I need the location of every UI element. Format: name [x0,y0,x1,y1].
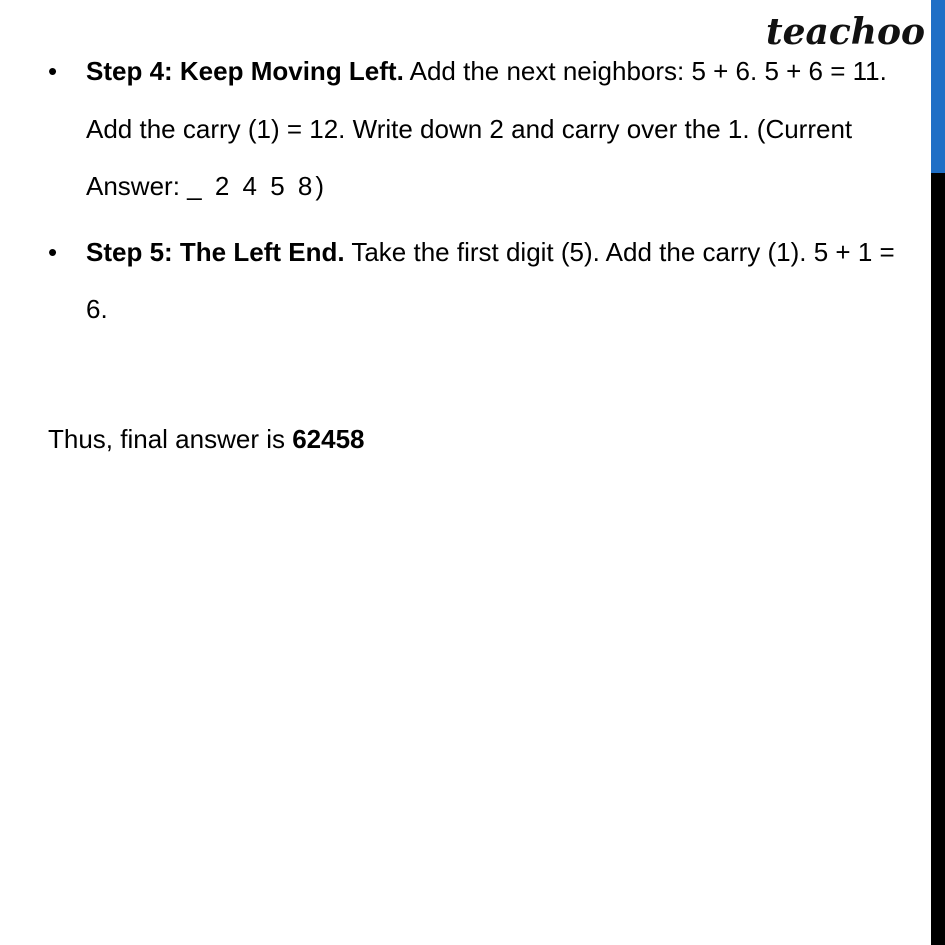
step-5-item [0,224,916,339]
teachoo-logo: teachoo [766,11,925,53]
sidebar-accent [931,0,945,173]
step-5-body: Take the first digit (5). Add the carry (1). 5 + 1 = 6. [86,236,895,324]
slide-content [0,43,915,347]
step-4-body: Add the next neighbors: 5 + 6. 5 + 6 = 11. Add the carry (1) = 12. Write down 2 and carry over the 1. (Current Answer: [86,56,887,201]
bullet-icon: • [48,236,58,267]
step-5-heading: Step 5: The Left End. [86,236,345,267]
final-answer: 62458 [292,424,365,454]
step-4-item [0,43,916,216]
steps-list [0,43,915,339]
step-4-heading: Step 4: Keep Moving Left. [86,56,404,86]
bullet-icon: • [48,56,58,86]
step-4-current-answer: _ 2 4 5 8 [187,171,316,201]
step-4-closing: ) [315,171,325,201]
conclusion-text: Thus, final answer is [48,424,285,454]
conclusion [48,411,365,469]
